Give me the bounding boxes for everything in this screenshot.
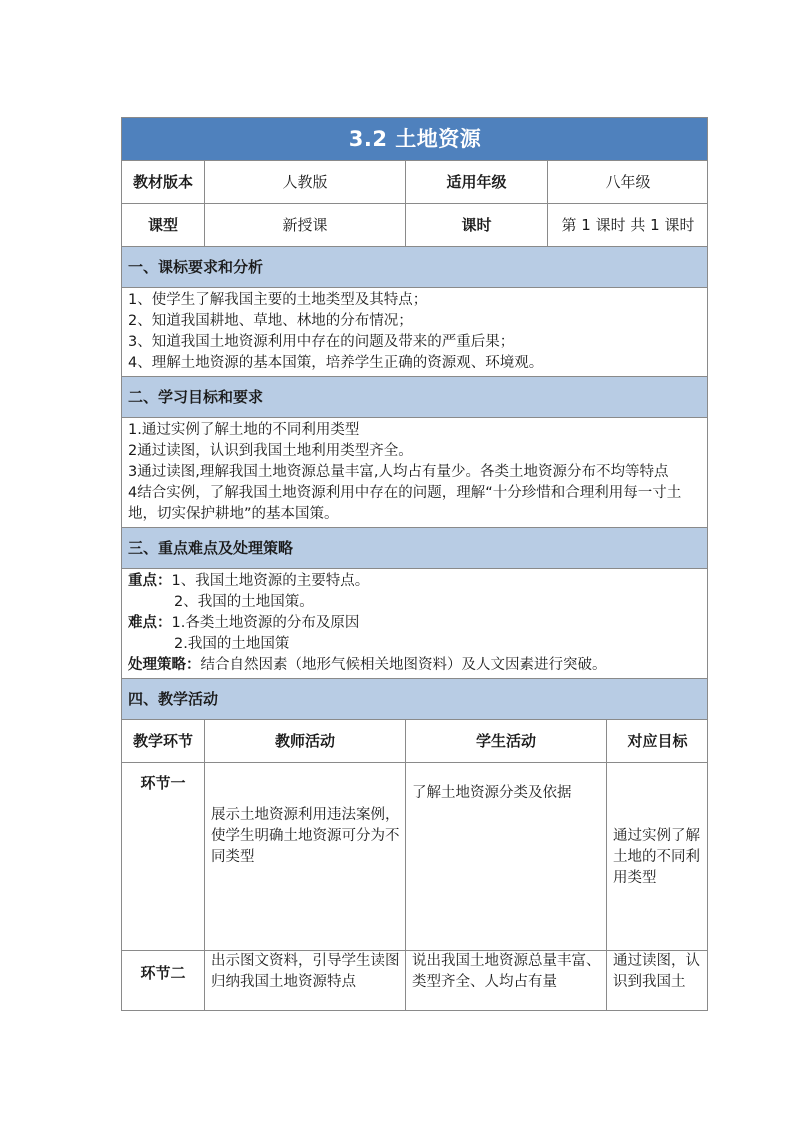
lesson-plan-table (121, 117, 708, 1011)
column-header-teacher: 教师活动 (205, 720, 406, 763)
column-header-student: 学生活动 (406, 720, 607, 763)
text-line: 2通过读图，认识到我国土地利用类型齐全。 (128, 443, 413, 459)
key-point-2: 2、我国的土地国策。 (174, 594, 314, 610)
key-difficult-points (122, 569, 709, 679)
strategy-line (128, 655, 703, 676)
text-line: 3通过读图,理解我国土地资源总量丰富,人均占有量少。各类土地资源分布不均等特点 (128, 464, 669, 480)
target-goal: 通过实例了解土地的不同利用类型 (607, 763, 709, 951)
section-heading-curriculum: 一、课标要求和分析 (122, 247, 709, 288)
activity-step: 环节一 (122, 763, 205, 951)
text-line: 1、使学生了解我国主要的土地类型及其特点； (128, 292, 428, 308)
document-title: 3.2 土地资源 (122, 118, 709, 161)
edition-value: 人教版 (205, 161, 406, 204)
lesson-plan-document (121, 117, 708, 1011)
activity-step: 环节二 (122, 951, 205, 1012)
key-point-line (128, 571, 703, 592)
key-label: 重点： (128, 573, 172, 589)
learning-objectives (122, 418, 709, 528)
column-header-step: 教学环节 (122, 720, 205, 763)
student-activity: 了解土地资源分类及依据 (406, 763, 607, 951)
section-heading-activities: 四、教学活动 (122, 679, 709, 720)
curriculum-requirements (122, 288, 709, 377)
edition-label: 教材版本 (122, 161, 205, 204)
text-line: 4结合实例，了解我国土地资源利用中存在的问题，理解“十分珍惜和合理利用每一寸土地，切实保护耕地”的基本国策。 (128, 485, 682, 522)
lesson-type-label: 课型 (122, 204, 205, 247)
teacher-activity: 出示图文资料，引导学生读图归纳我国土地资源特点 (205, 951, 406, 1012)
period-value: 第 1 课时 共 1 课时 (548, 204, 709, 247)
student-activity: 说出我国土地资源总量丰富、类型齐全、人均占有量 (406, 951, 607, 1012)
grade-label: 适用年级 (406, 161, 548, 204)
teacher-activity: 展示土地资源利用违法案例，使学生明确土地资源可分为不同类型 (205, 763, 406, 951)
text-line: 3、知道我国土地资源利用中存在的问题及带来的严重后果； (128, 334, 515, 350)
section-heading-key-points: 三、重点难点及处理策略 (122, 528, 709, 569)
period-label: 课时 (406, 204, 548, 247)
difficult-point-2: 2.我国的土地国策 (174, 636, 290, 652)
table-row (122, 951, 709, 1012)
key-point-1: 1、我国土地资源的主要特点。 (171, 573, 370, 589)
target-goal: 通过读图，认识到我国土 (607, 951, 709, 1012)
strategy-label: 处理策略： (128, 657, 201, 673)
table-row (122, 763, 709, 951)
text-line: 2、知道我国耕地、草地、林地的分布情况； (128, 313, 413, 329)
lesson-type-value: 新授课 (205, 204, 406, 247)
difficult-point-line (128, 613, 703, 634)
grade-value: 八年级 (548, 161, 709, 204)
section-heading-objectives: 二、学习目标和要求 (122, 377, 709, 418)
difficult-label: 难点： (128, 615, 172, 631)
strategy-text: 结合自然因素（地形气候相关地图资料）及人文因素进行突破。 (200, 657, 607, 673)
text-line: 4、理解土地资源的基本国策，培养学生正确的资源观、环境观。 (128, 355, 544, 371)
column-header-goal: 对应目标 (607, 720, 709, 763)
text-line: 1.通过实例了解土地的不同利用类型 (128, 422, 360, 438)
difficult-point-1: 1.各类土地资源的分布及原因 (171, 615, 360, 631)
